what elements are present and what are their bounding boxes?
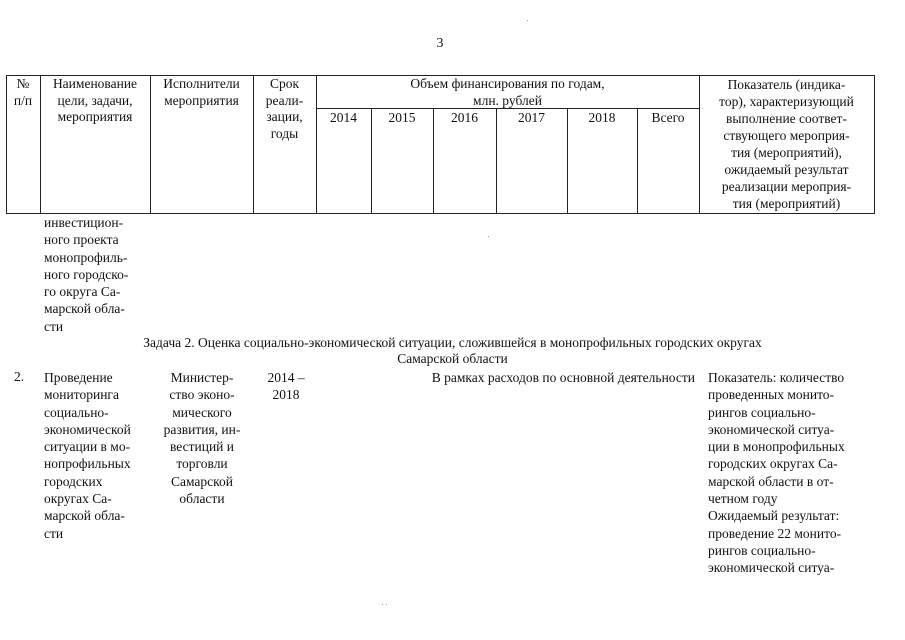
- header-term: Срок реали- зации, годы: [265, 76, 304, 141]
- task-heading: Задача 2. Оценка социально-экономической ситуации, сложившейся в монопрофильных городских округах Самарской области: [143, 335, 762, 366]
- row-financing: В рамках расходов по основной деятельности: [431, 370, 695, 385]
- header-num: № п/п: [13, 76, 33, 108]
- row-number: 2.: [14, 369, 25, 384]
- header-year-2016: 2016: [451, 110, 478, 125]
- continuation-text: инвестицион- ного проекта монопрофиль- ного городско- го округа Са- марской обла- сти: [44, 215, 129, 334]
- page-number: 3: [436, 36, 444, 51]
- header-year-2014: 2014: [330, 110, 357, 125]
- scan-speck: [527, 20, 528, 21]
- header-financing: Объем финансирования по годам, млн. рублей: [410, 76, 605, 108]
- header-total: Всего: [651, 110, 685, 125]
- scan-speck: [386, 604, 387, 605]
- row-term: 2014 – 2018: [267, 370, 305, 403]
- header-executors: Исполнители мероприятия: [163, 76, 240, 108]
- row-indicator: Показатель: количество проведенных монито- рингов социально- экономической ситуа- ции в монопрофильных городских округах Са- марской области в от- четном году Ожидаемый результат: проведение 22 монито- рингов социально- экономической ситуа-: [708, 370, 845, 576]
- header-year-2018: 2018: [588, 110, 616, 125]
- header-year-2017: 2017: [518, 110, 545, 125]
- header-name: Наименование цели, задачи, мероприятия: [52, 76, 138, 124]
- header-indicator: Показатель (индика- тор), характеризующий выполнение соответ- ствующего мероприя- тия (мероприятий), ожидаемый результат реализации мероприя- тия (мероприятий): [719, 77, 854, 211]
- scan-speck: [382, 604, 383, 605]
- scan-speck: [488, 236, 489, 237]
- row-name: Проведение мониторинга социально- экономической ситуации в мо- нопрофильных городских округах Са- марской обла- сти: [44, 370, 131, 541]
- row-executor: Министер- ство эконо- мического развития, ин- вестиций и торговли Самарской области: [163, 370, 241, 507]
- header-year-2015: 2015: [388, 110, 416, 125]
